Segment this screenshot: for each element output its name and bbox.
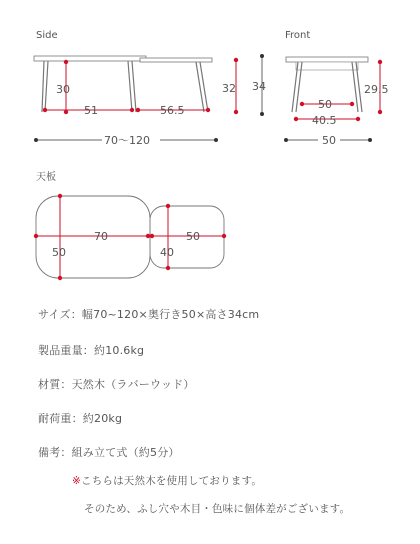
side-length-range-label: 70〜120 <box>104 134 150 147</box>
front-title: Front <box>285 30 311 41</box>
side-title: Side <box>36 30 58 41</box>
top-ext-depth-outer-label: 50 <box>186 230 200 243</box>
side-right-width-label: 56.5 <box>160 104 185 117</box>
spec-weight: 製品重量：約10.6kg <box>38 344 145 357</box>
top-view <box>34 170 226 280</box>
front-leg-span-label: 40.5 <box>312 114 337 127</box>
top-main-length-label: 70 <box>94 230 108 243</box>
side-left-width-label: 51 <box>84 104 98 117</box>
top-main-depth-label: 50 <box>52 246 66 259</box>
front-view <box>284 30 389 147</box>
note-line-1 <box>72 473 262 488</box>
spec-size: サイズ：幅70~120×奥行き50×高さ34cm <box>38 308 260 321</box>
note-line-1-text: こちらは天然木を使用しております。 <box>81 475 263 487</box>
side-tabletop-main <box>34 56 146 61</box>
front-inner-width-label: 50 <box>318 98 332 111</box>
front-tabletop <box>286 57 368 62</box>
side-view <box>34 30 266 147</box>
front-leg-height-label: 29.5 <box>364 83 389 96</box>
note-line-2: そのため、ふし穴や木目・色味に個体差がございます。 <box>84 503 351 515</box>
side-tabletop-extension <box>140 58 212 62</box>
spec-material: 材質：天然木（ラバーウッド） <box>38 378 195 391</box>
spec-load-capacity: 耐荷重：約20kg <box>38 412 123 425</box>
spec-remarks: 備考：組み立て式（約5分） <box>38 446 180 459</box>
front-total-width-label: 50 <box>322 134 336 147</box>
side-top-height-label: 32 <box>222 82 236 95</box>
top-main-board <box>36 196 150 278</box>
note-mark: ※ <box>72 475 81 487</box>
side-total-height-label: 34 <box>252 80 266 93</box>
top-ext-depth-inner-label: 40 <box>160 246 174 259</box>
side-leg-height-label: 30 <box>56 83 70 96</box>
top-title: 天板 <box>36 172 56 183</box>
